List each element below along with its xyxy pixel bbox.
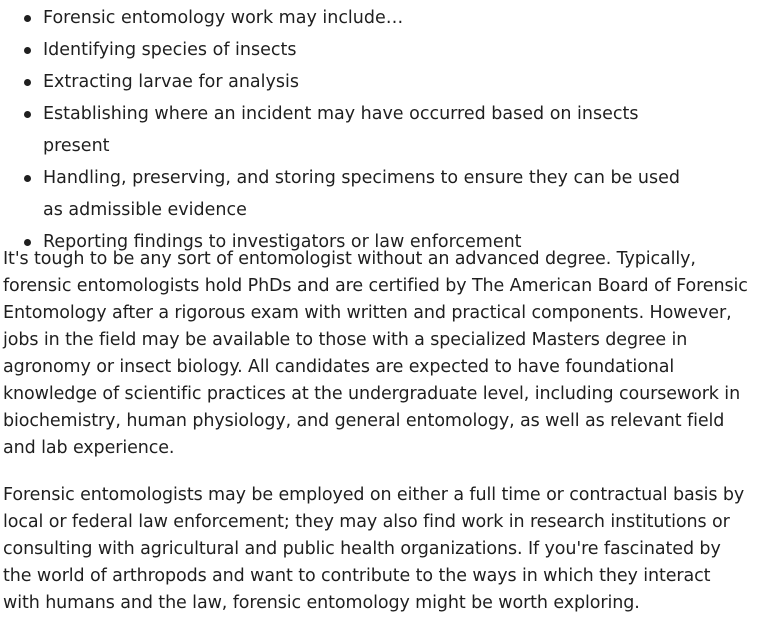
- education-paragraph: It's tough to be any sort of entomologist without an advanced degree. Typically, forensic entomologists hold PhDs and are certified by The American Board of Forensic Entomology after a rigorous exam with written and practical components. However, jobs in the field may be available to those with a specialized Masters degree in agronomy or insect biology. All candidates are expected to have foundational knowledge of scientific practices at the undergraduate level, including coursework in biochemistry, human physiology, and general entomology, as well as relevant field and lab experience.: [3, 249, 748, 458]
- bullet-icon: [24, 239, 31, 246]
- list-item-text: Identifying species of insects: [43, 40, 297, 60]
- list-item-text: Extracting larvae for analysis: [43, 72, 299, 92]
- list-item: [0, 66, 730, 98]
- duties-list: [0, 2, 730, 258]
- employment-paragraph: Forensic entomologists may be employed on either a full time or contractual basis by local or federal law enforcement; they may also find work in research institutions or consulting with agricultural and public health organizations. If you're fascinated by the world of arthropods and want to contribute to the ways in which they interact with humans and the law, forensic entomology might be worth exploring.: [3, 485, 745, 613]
- list-item: [0, 98, 730, 162]
- bullet-icon: [24, 15, 31, 22]
- list-item-text: Handling, preserving, and storing specimens to ensure they can be used as admissible evidence: [43, 168, 680, 220]
- list-item-text: Establishing where an incident may have occurred based on insects present: [43, 104, 639, 156]
- list-item-text: Forensic entomology work may include…: [43, 8, 404, 28]
- list-item: [0, 34, 730, 66]
- bullet-icon: [24, 79, 31, 86]
- bullet-icon: [24, 111, 31, 118]
- bullet-icon: [24, 175, 31, 182]
- list-item: [0, 2, 730, 34]
- list-item-text: Reporting findings to investigators or law enforcement: [43, 232, 522, 252]
- list-item: [0, 162, 730, 226]
- bullet-icon: [24, 47, 31, 54]
